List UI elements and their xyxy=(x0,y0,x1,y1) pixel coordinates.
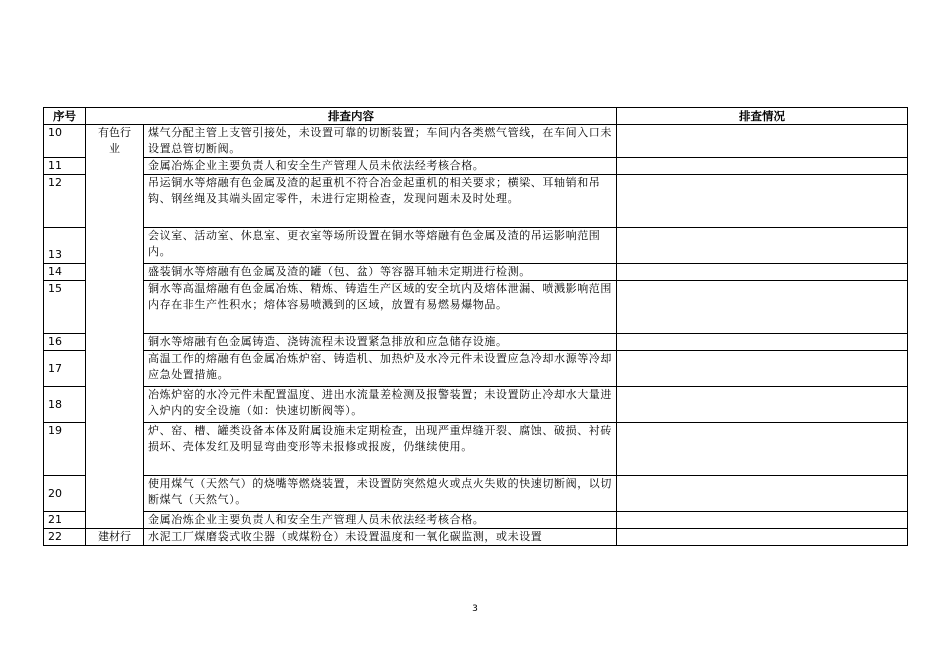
table-row xyxy=(44,351,908,387)
row-status xyxy=(617,175,908,228)
row-status xyxy=(617,423,908,476)
table-row xyxy=(44,228,908,264)
row-content: 煤气分配主管上支管引接处，未设置可靠的切断装置；车间内各类燃气管线，在车间入口未设置总管切断阀。 xyxy=(144,125,617,158)
row-status xyxy=(617,125,908,158)
row-status xyxy=(617,476,908,512)
row-number: 21 xyxy=(44,512,86,529)
row-content: 金属冶炼企业主要负责人和安全生产管理人员未依法经考核合格。 xyxy=(144,158,617,175)
table-row xyxy=(44,476,908,512)
table-row xyxy=(44,175,908,228)
row-status xyxy=(617,228,908,264)
row-number: 17 xyxy=(44,351,86,387)
table-row xyxy=(44,529,908,546)
table-row xyxy=(44,158,908,175)
category-nonferrous xyxy=(86,125,144,529)
row-number: 13 xyxy=(44,228,86,264)
row-number: 14 xyxy=(44,264,86,281)
row-number: 11 xyxy=(44,158,86,175)
row-number: 10 xyxy=(44,125,86,158)
row-content: 使用煤气（天然气）的烧嘴等燃烧装置，未设置防突然熄火或点火失败的快速切断阀，以切断煤气（天然气）。 xyxy=(144,476,617,512)
row-status xyxy=(617,351,908,387)
row-content: 铜水等熔融有色金属铸造、浇铸流程未设置紧急排放和应急储存设施。 xyxy=(144,334,617,351)
row-content: 炉、窑、槽、罐类设备本体及附属设施未定期检查，出现严重焊缝开裂、腐蚀、破损、衬砖损坏、壳体发红及明显弯曲变形等未报修或报废，仍继续使用。 xyxy=(144,423,617,476)
category-building-materials: 建材行 xyxy=(86,529,144,546)
row-number: 19 xyxy=(44,423,86,476)
row-number: 18 xyxy=(44,387,86,423)
table-header-row xyxy=(44,108,908,125)
table-row xyxy=(44,281,908,334)
row-status xyxy=(617,529,908,546)
header-seq: 序号 xyxy=(44,108,86,125)
row-number: 12 xyxy=(44,175,86,228)
table-row xyxy=(44,125,908,158)
header-content: 排查内容 xyxy=(86,108,617,125)
row-status xyxy=(617,158,908,175)
row-status xyxy=(617,281,908,334)
row-content: 金属冶炼企业主要负责人和安全生产管理人员未依法经考核合格。 xyxy=(144,512,617,529)
row-number: 15 xyxy=(44,281,86,334)
table-row xyxy=(44,387,908,423)
row-number: 22 xyxy=(44,529,86,546)
row-content: 会议室、活动室、休息室、更衣室等场所设置在铜水等熔融有色金属及渣的吊运影响范围内。 xyxy=(144,228,617,264)
category-label: 有色行业 xyxy=(98,126,131,155)
row-number: 16 xyxy=(44,334,86,351)
row-status xyxy=(617,387,908,423)
header-status: 排查情况 xyxy=(617,108,908,125)
row-content: 吊运铜水等熔融有色金属及渣的起重机不符合冶金起重机的相关要求；横梁、耳轴销和吊钩、钢丝绳及其端头固定零件，未进行定期检查，发现问题未及时处理。 xyxy=(144,175,617,228)
row-content: 水泥工厂煤磨袋式收尘器（或煤粉仓）未设置温度和一氧化碳监测，或未设置 xyxy=(144,529,617,546)
hazard-checklist-table xyxy=(43,107,908,546)
row-content: 盛装铜水等熔融有色金属及渣的罐（包、盆）等容器耳轴未定期进行检测。 xyxy=(144,264,617,281)
table-row xyxy=(44,512,908,529)
row-content: 高温工作的熔融有色金属冶炼炉窑、铸造机、加热炉及水冷元件未设置应急冷却水源等冷却应急处置措施。 xyxy=(144,351,617,387)
row-status xyxy=(617,512,908,529)
table-row xyxy=(44,264,908,281)
row-status xyxy=(617,334,908,351)
page-number: 3 xyxy=(472,604,478,614)
row-content: 冶炼炉窑的水冷元件未配置温度、进出水流量差检测及报警装置；未设置防止冷却水大量进入炉内的安全设施（如：快速切断阀等）。 xyxy=(144,387,617,423)
table-row xyxy=(44,334,908,351)
row-content: 铜水等高温熔融有色金属冶炼、精炼、铸造生产区域的安全坑内及熔体泄漏、喷溅影响范围内存在非生产性积水；熔体容易喷溅到的区域，放置有易燃易爆物品。 xyxy=(144,281,617,334)
row-number: 20 xyxy=(44,476,86,512)
table-row xyxy=(44,423,908,476)
row-status xyxy=(617,264,908,281)
